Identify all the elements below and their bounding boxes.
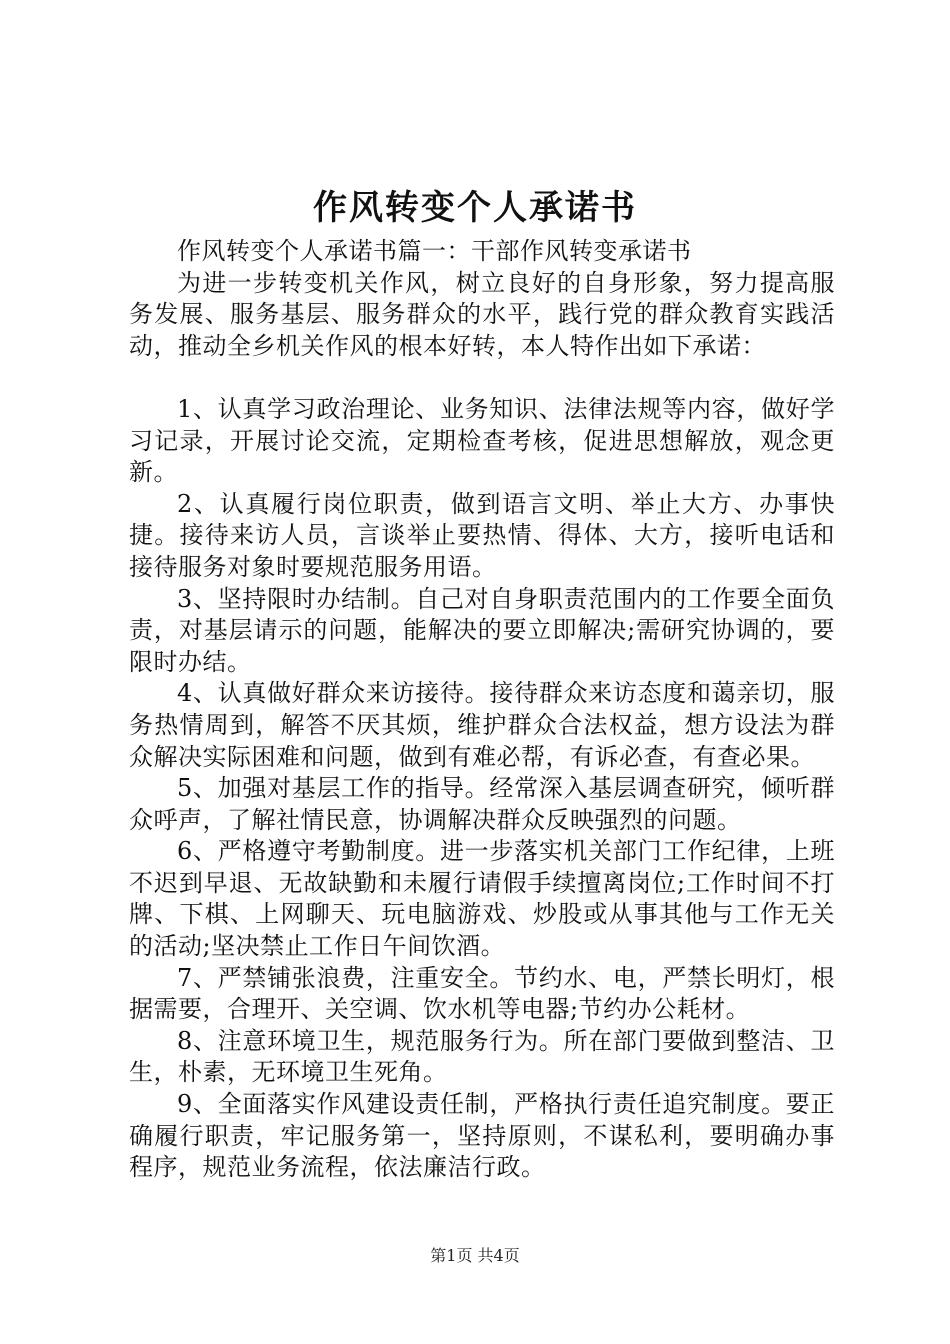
- commitment-item-9: 9、全面落实作风建设责任制，严格执行责任追究制度。要正确履行职责，牢记服务第一，坚持原则，不谋私利，要明确办事程序，规范业务流程，依法廉洁行政。: [129, 1090, 835, 1182]
- page-number-footer: 第1页 共4页: [430, 1246, 520, 1265]
- document-subtitle: 作风转变个人承诺书篇一：干部作风转变承诺书: [177, 237, 692, 265]
- commitment-item-1: 1、认真学习政治理论、业务知识、法律法规等内容，做好学习记录，开展讨论交流，定期检查考核，促进思想解放，观念更新。: [129, 394, 835, 487]
- commitment-item-4: 4、认真做好群众来访接待。接待群众来访态度和蔼亲切，服务热情周到，解答不厌其烦，维护群众合法权益，想方设法为群众解决实际困难和问题，做到有难必帮，有诉必查，有查必果。: [129, 679, 835, 771]
- commitment-item-7: 7、严禁铺张浪费，注重安全。节约水、电，严禁长明灯，根据需要，合理开、关空调、饮水机等电器;节约办公耗材。: [129, 963, 835, 1024]
- commitment-item-5: 5、加强对基层工作的指导。经常深入基层调查研究，倾听群众呼声，了解社情民意，协调解决群众反映强烈的问题。: [129, 774, 835, 834]
- document-body: [129, 236, 835, 1184]
- commitment-item-2: 2、认真履行岗位职责，做到语言文明、举止大方、办事快捷。接待来访人员，言谈举止要热情、得体、大方，接听电话和接待服务对象时要规范服务用语。: [129, 489, 835, 581]
- commitment-item-3: 3、坚持限时办结制。自己对自身职责范围内的工作要全面负责，对基层请示的问题，能解决的要立即解决;需研究协调的，要限时办结。: [129, 584, 835, 676]
- document-title: 作风转变个人承诺书: [313, 188, 637, 228]
- commitment-item-8: 8、注意环境卫生，规范服务行为。所在部门要做到整洁、卫生，朴素，无环境卫生死角。: [129, 1026, 835, 1087]
- commitment-item-6: 6、严格遵守考勤制度。进一步落实机关部门工作纪律，上班不迟到早退、无故缺勤和未履行请假手续擅离岗位;工作时间不打牌、下棋、上网聊天、玩电脑游戏、炒股或从事其他与工作无关的活动;坚决禁止工作日午间饮酒。: [129, 837, 835, 961]
- intro-paragraph: 为进一步转变机关作风，树立良好的自身形象，努力提高服务发展、服务基层、服务群众的水平，践行党的群众教育实践活动，推动全乡机关作风的根本好转，本人特作出如下承诺：: [129, 268, 835, 360]
